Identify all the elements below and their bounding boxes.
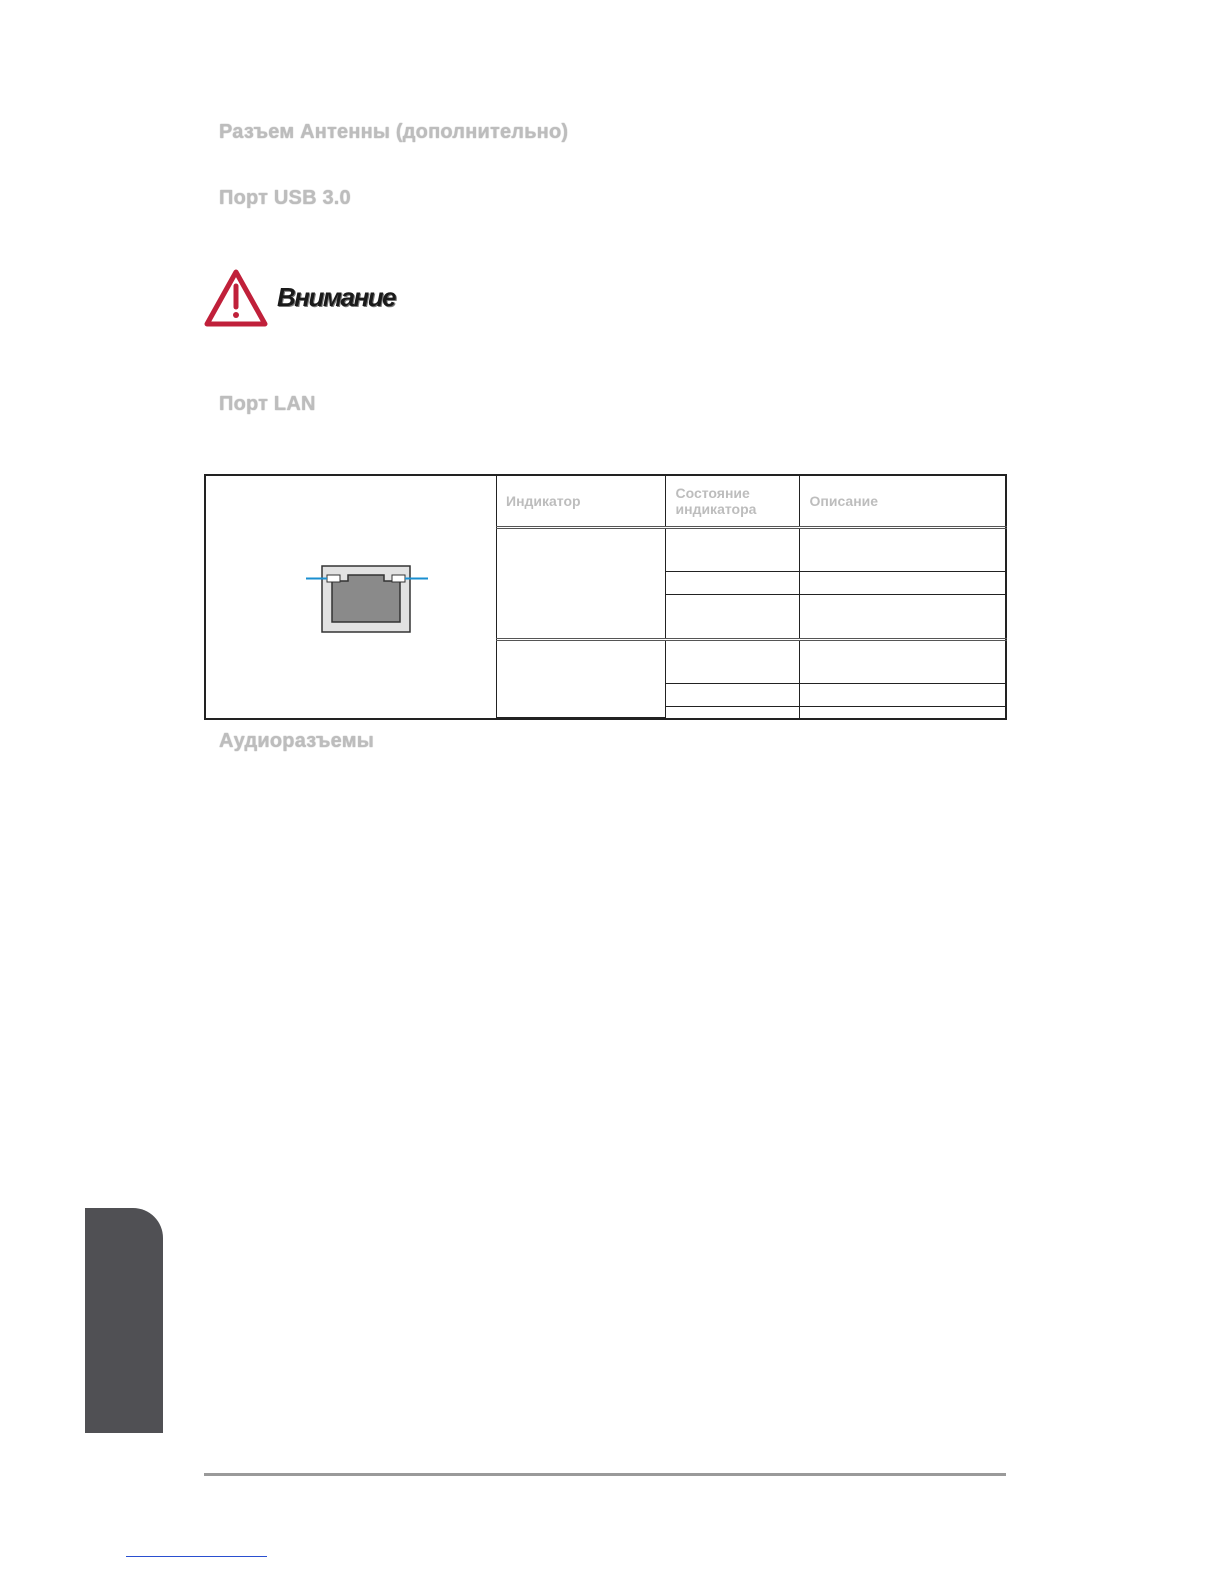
heading-audio-jacks: Аудиоразъемы (219, 730, 375, 752)
warning-triangle-icon (203, 268, 269, 330)
column-header-indicator-state: Состояние индикатора (665, 476, 799, 527)
column-header-description: Описание (799, 476, 1007, 527)
description-cell (799, 527, 1007, 572)
state-cell (665, 594, 799, 639)
rj45-port-icon (300, 564, 440, 644)
chapter-side-tab (85, 1208, 163, 1433)
state-cell (665, 527, 799, 572)
state-cell (665, 684, 799, 706)
heading-antenna-connector: Разъем Антенны (дополнительно) (219, 121, 569, 143)
heading-lan-port: Порт LAN (219, 393, 316, 415)
description-cell (799, 684, 1007, 706)
heading-usb3-port: Порт USB 3.0 (219, 187, 351, 209)
description-cell (799, 572, 1007, 594)
indicator-cell (496, 639, 665, 717)
lan-led-table-box (204, 474, 1007, 720)
warning-label: Внимание (277, 282, 396, 312)
description-cell (799, 639, 1007, 684)
description-cell (799, 594, 1007, 639)
lan-led-table (496, 476, 1007, 718)
state-cell (665, 706, 799, 717)
footer-divider (204, 1473, 1006, 1476)
state-cell (665, 639, 799, 684)
table-row (496, 527, 1007, 572)
description-cell (799, 706, 1007, 717)
state-cell (665, 572, 799, 594)
indicator-cell (496, 527, 665, 639)
warning-notice (203, 268, 423, 330)
table-row (496, 639, 1007, 684)
column-header-indicator: Индикатор (496, 476, 665, 527)
bottom-link-underline[interactable] (126, 1556, 267, 1557)
lan-port-illustration (206, 476, 497, 718)
